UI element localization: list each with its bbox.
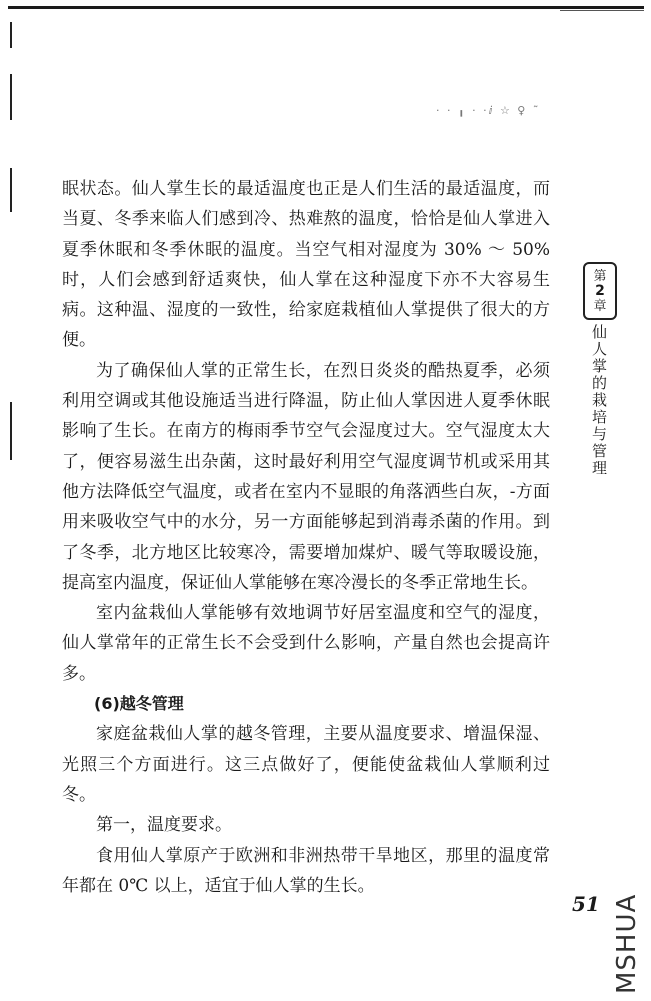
chapter-tab <box>583 262 617 320</box>
top-rule-end <box>560 10 644 11</box>
paragraph-3: 室内盆栽仙人掌能够有效地调节好居室温度和空气的湿度，仙人掌常年的正常生长不会受到什么影响，产量自然也会提高许多。 <box>62 603 550 684</box>
margin-mark-3 <box>10 168 12 212</box>
watermark: MSHUA <box>612 893 642 994</box>
chapter-number: 2 <box>595 282 605 299</box>
page-number: 51 <box>572 892 600 916</box>
margin-mark-4 <box>10 402 12 460</box>
paragraph-6: 食用仙人掌原产于欧洲和非洲热带干旱地区，那里的温度常年都在 0℃ 以上，适宜于仙人掌的生长。 <box>62 845 550 896</box>
chapter-title: 仙人掌的栽培与管理 <box>590 324 608 477</box>
margin-mark-2 <box>10 74 12 120</box>
margin-mark-1 <box>10 22 12 48</box>
paragraph-1: 眠状态。仙人掌生长的最适温度也正是人们生活的最适温度，而当夏、冬季来临人们感到冷、热难熬的温度，恰恰是仙人掌进入夏季休眠和冬季休眠的温度。当空气相对湿度为 30% ～ 50%时，人们会感到舒适爽快，仙人掌在这种湿度下亦不大容易生病。这种温、湿度的一致性，给家庭栽植仙人掌提供了很大的方便。 <box>62 179 550 351</box>
section-heading: (6)越冬管理 <box>94 694 184 714</box>
header-scan-noise: · · ╻ · ·ⅈ ☆ ♀ ˜ <box>436 104 541 117</box>
chapter-suffix: 章 <box>593 298 607 314</box>
top-rule <box>8 6 644 9</box>
chapter-prefix: 第 <box>593 268 607 284</box>
paragraph-4: 家庭盆栽仙人掌的越冬管理，主要从温度要求、增温保湿、光照三个方面进行。这三点做好了，便能使盆栽仙人掌顺利过冬。 <box>62 724 550 805</box>
paragraph-2: 为了确保仙人掌的正常生长，在烈日炎炎的酷热夏季，必须利用空调或其他设施适当进行降温，防止仙人掌因进人夏季休眠影响了生长。在南方的梅雨季节空气会湿度过大。空气湿度太大了，便容易滋生出杂菌，这时最好利用空气湿度调节机或采用其他方法降低空气温度，或者在室内不显眼的角落洒些白灰，-方面用来吸收空气中的水分，另一方面能够起到消毒杀菌的作用。到了冬季，北方地区比较寒冷，需要增加煤炉、暖气等取暖设施，提高室内温度，保证仙人掌能够在寒冷漫长的冬季正常地生长。 <box>62 360 550 593</box>
body-text <box>62 174 550 901</box>
paragraph-5: 第一，温度要求。 <box>96 815 232 836</box>
